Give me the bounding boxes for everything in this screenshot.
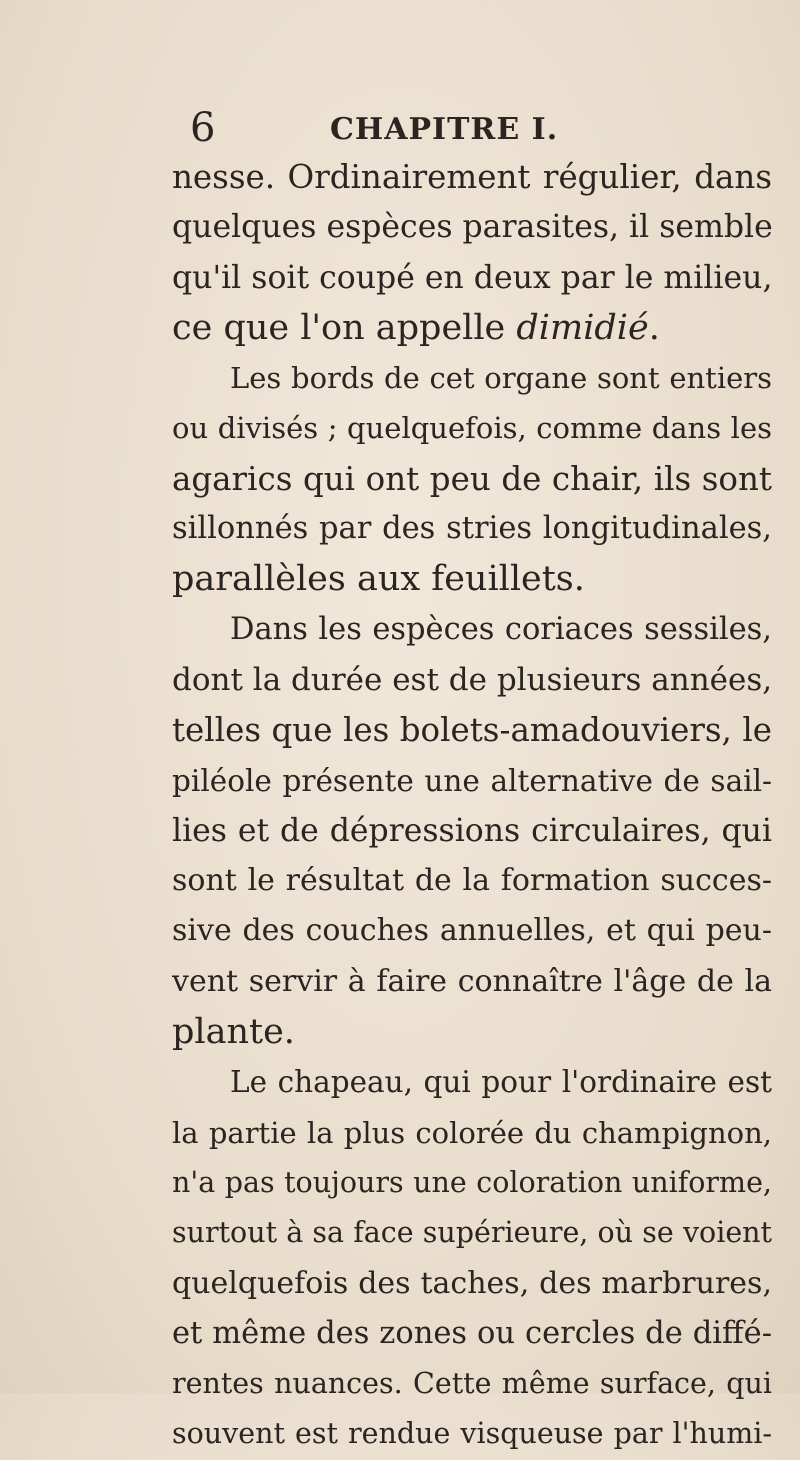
text-line: sillonnés par des stries longitudinales, bbox=[172, 511, 772, 547]
paragraph-first-line: Les bords de cet organe sont entiers bbox=[230, 361, 772, 396]
paragraph-first-line: Le chapeau, qui pour l'ordinaire est bbox=[230, 1065, 772, 1100]
text-line: agarics qui ont peu de chair, ils sont bbox=[172, 459, 772, 498]
text-line: vent servir à faire connaître l'âge de la bbox=[172, 963, 772, 999]
text-line: parallèles aux feuillets. bbox=[172, 559, 585, 600]
chapter-title: CHAPITRE I. bbox=[330, 112, 559, 147]
italic-term: dimidié bbox=[516, 307, 649, 348]
text-line: lies et de dépressions circulaires, qui bbox=[172, 812, 772, 849]
running-head bbox=[190, 104, 750, 152]
text-line: quelques espèces parasites, il semble bbox=[172, 209, 773, 246]
text-line: surtout à sa face supérieure, où se voient bbox=[172, 1216, 772, 1250]
text-segment: ce que l'on appelle bbox=[172, 307, 517, 348]
text-line: la partie la plus colorée du champignon, bbox=[172, 1115, 772, 1150]
text-line: plante. bbox=[172, 1012, 295, 1053]
text-segment: . bbox=[648, 307, 660, 348]
text-line: qu'il soit coupé en deux par le milieu, bbox=[172, 259, 773, 296]
text-line: nesse. Ordinairement régulier, dans bbox=[172, 158, 772, 196]
page-number: 6 bbox=[190, 105, 216, 151]
text-line: telles que les bolets-amadouviers, le bbox=[172, 711, 772, 750]
text-line: sive des couches annuelles, et qui peu- bbox=[172, 913, 772, 949]
text-line: n'a pas toujours une coloration uniforme, bbox=[172, 1165, 772, 1199]
text-line: sont le résultat de la formation succes- bbox=[172, 863, 772, 899]
text-line: souvent est rendue visqueuse par l'humi- bbox=[172, 1417, 772, 1451]
text-line: piléole présente une alternative de sail- bbox=[172, 763, 772, 798]
text-line: dont la durée est de plusieurs années, bbox=[172, 661, 773, 698]
body-text bbox=[172, 152, 772, 1460]
text-line bbox=[172, 303, 772, 353]
text-line: et même des zones ou cercles de diffé- bbox=[172, 1315, 772, 1351]
text-line: ou divisés ; quelquefois, comme dans les bbox=[172, 411, 772, 446]
text-line: rentes nuances. Cette même surface, qui bbox=[172, 1367, 772, 1401]
paragraph-first-line: Dans les espèces coriaces sessiles, bbox=[230, 611, 772, 647]
text-line: quelquefois des taches, des marbrures, bbox=[172, 1265, 772, 1301]
